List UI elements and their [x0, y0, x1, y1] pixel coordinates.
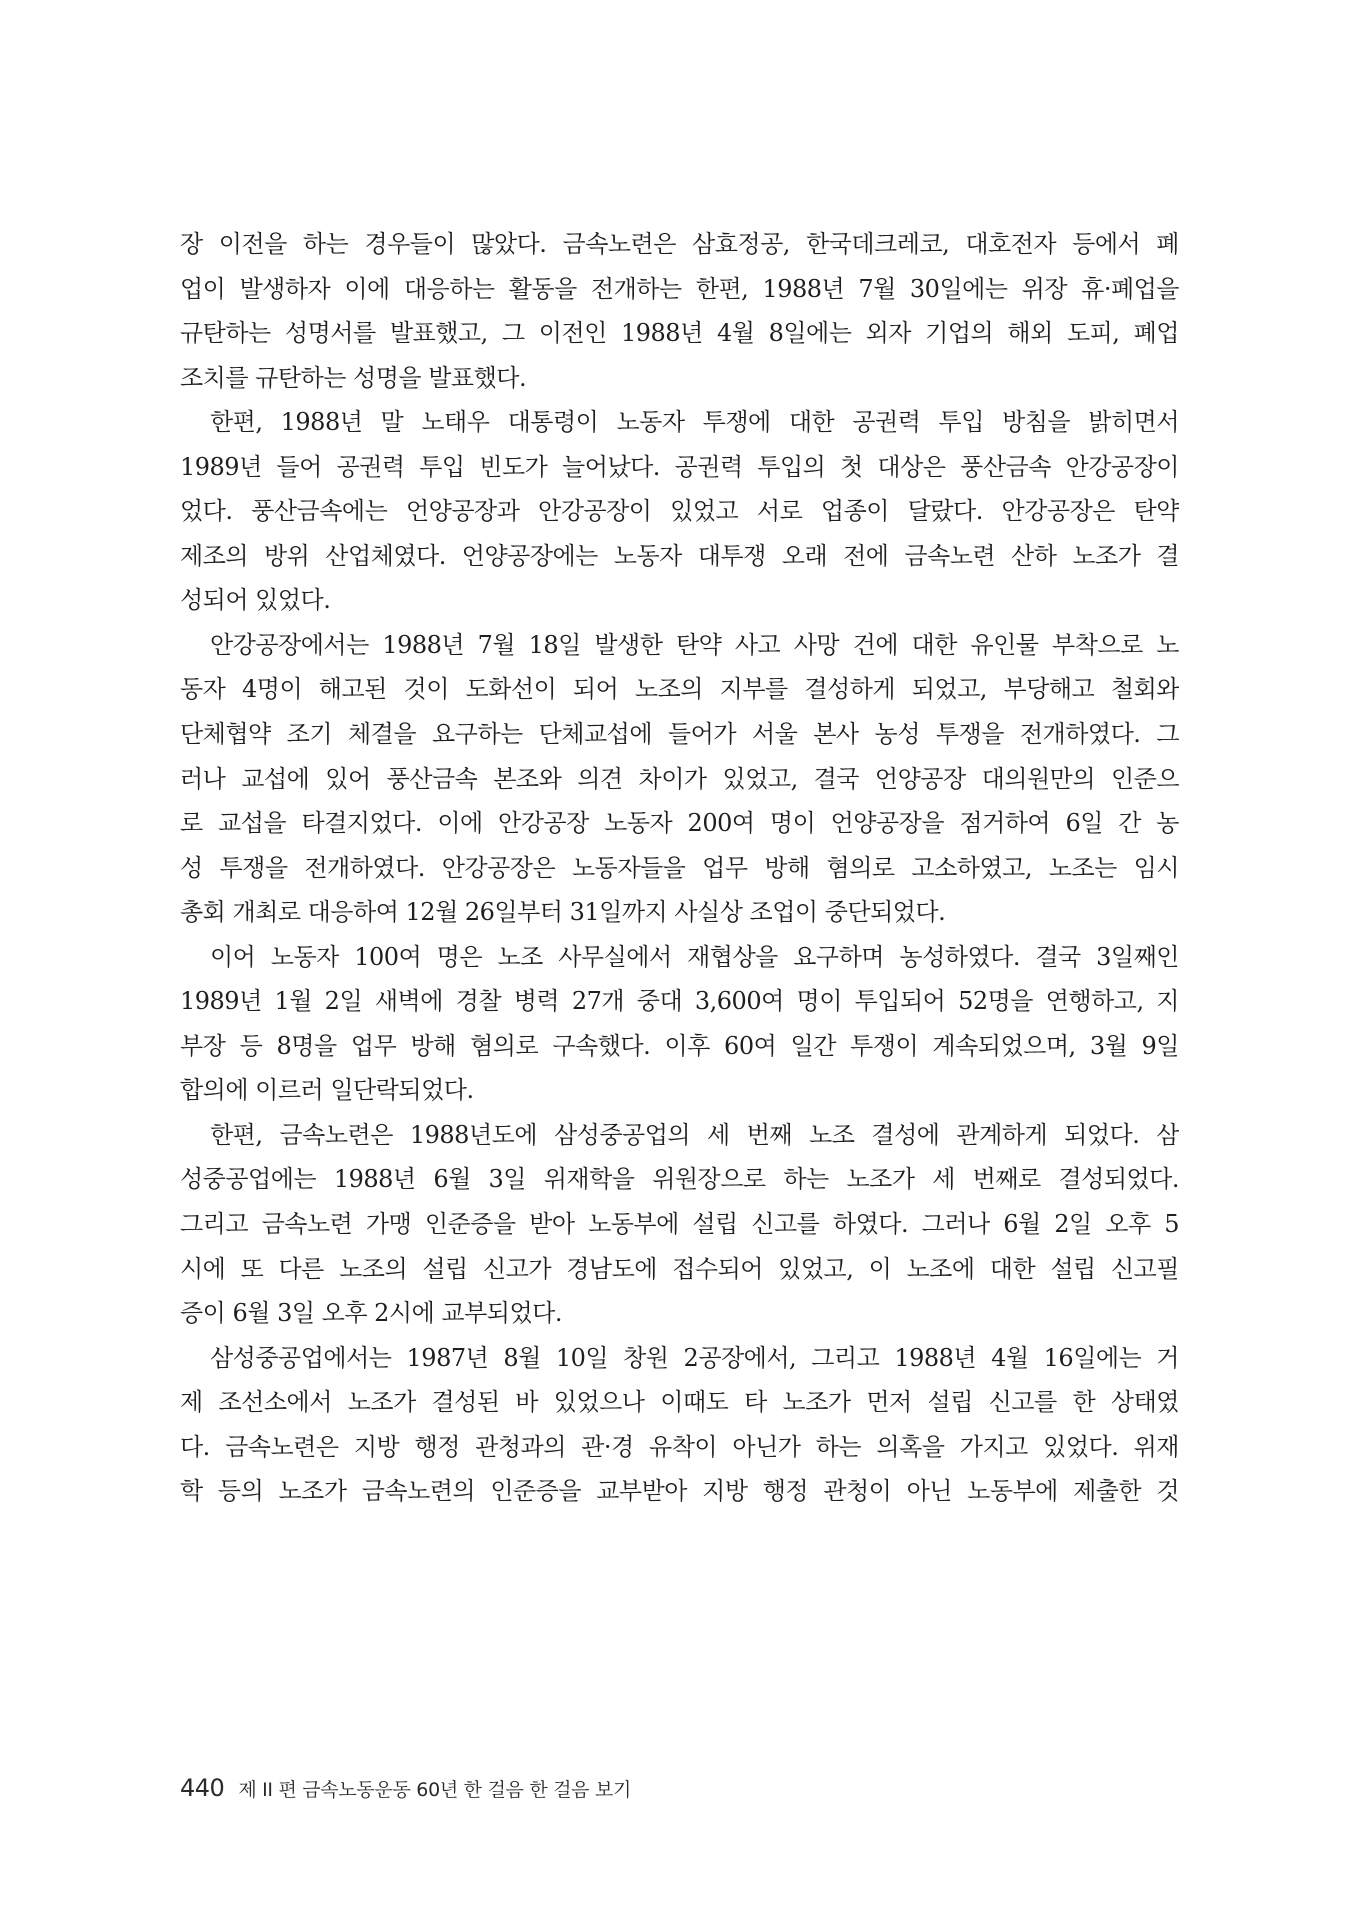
- text-line: 성 투쟁을 전개하였다. 안강공장은 노동자들을 업무 방해 혐의로 고소하였고, 노조는 임시: [180, 853, 1179, 882]
- text-line: 단체협약 조기 체결을 요구하는 단체교섭에 들어가 서울 본사 농성 투쟁을 전개하였다. 그: [180, 720, 1179, 749]
- page-number: 440: [180, 1774, 225, 1802]
- text-line: 조치를 규탄하는 성명을 발표했다.: [180, 363, 527, 392]
- text-line: 증이 6월 3일 오후 2시에 교부되었다.: [180, 1299, 562, 1328]
- text-line: 학 등의 노조가 금속노련의 인준증을 교부받아 지방 행정 관청이 아닌 노동부에 제출한 것: [180, 1477, 1179, 1506]
- text-line: 1989년 1월 2일 새벽에 경찰 병력 27개 중대 3,600여 명이 투입되어 52명을 연행하고, 지: [180, 987, 1179, 1016]
- text-line: 안강공장에서는 1988년 7월 18일 발생한 탄약 사고 사망 건에 대한 유인물 부착으로 노: [210, 630, 1179, 659]
- text-line: 다. 금속노련은 지방 행정 관청과의 관·경 유착이 아닌가 하는 의혹을 가지고 있었다. 위재: [180, 1432, 1179, 1461]
- text-line: 업이 발생하자 이에 대응하는 활동을 전개하는 한편, 1988년 7월 30일에는 위장 휴·폐업을: [180, 274, 1179, 303]
- text-line: 총회 개최로 대응하여 12월 26일부터 31일까지 사실상 조업이 중단되었다.: [180, 898, 946, 927]
- text-line: 한편, 1988년 말 노태우 대통령이 노동자 투쟁에 대한 공권력 투입 방침을 밝히면서: [210, 408, 1179, 437]
- text-line: 동자 4명이 해고된 것이 도화선이 되어 노조의 지부를 결성하게 되었고, 부당해고 철회와: [180, 675, 1179, 704]
- text-line: 이어 노동자 100여 명은 노조 사무실에서 재협상을 요구하며 농성하였다. 결국 3일째인: [210, 942, 1179, 971]
- text-line: 었다. 풍산금속에는 언양공장과 안강공장이 있었고 서로 업종이 달랐다. 안강공장은 탄약: [180, 497, 1179, 526]
- text-line: 러나 교섭에 있어 풍산금속 본조와 의견 차이가 있었고, 결국 언양공장 대의원만의 인준으: [180, 764, 1179, 793]
- text-line: 규탄하는 성명서를 발표했고, 그 이전인 1988년 4월 8일에는 외자 기업의 해외 도피, 폐업: [180, 319, 1179, 348]
- text-line: 시에 또 다른 노조의 설립 신고가 경남도에 접수되어 있었고, 이 노조에 대한 설립 신고필: [180, 1254, 1179, 1283]
- text-line: 부장 등 8명을 업무 방해 혐의로 구속했다. 이후 60여 일간 투쟁이 계속되었으며, 3월 9일: [180, 1031, 1179, 1060]
- text-line: 제 조선소에서 노조가 결성된 바 있었으나 이때도 타 노조가 먼저 설립 신고를 한 상태였: [180, 1388, 1179, 1417]
- text-line: 삼성중공업에서는 1987년 8월 10일 창원 2공장에서, 그리고 1988년 4월 16일에는 거: [210, 1343, 1179, 1372]
- text-line: 제조의 방위 산업체였다. 언양공장에는 노동자 대투쟁 오래 전에 금속노련 산하 노조가 결: [180, 541, 1179, 570]
- text-line: 성중공업에는 1988년 6월 3일 위재학을 위원장으로 하는 노조가 세 번째로 결성되었다.: [180, 1165, 1179, 1194]
- page-footer: [180, 1770, 631, 1806]
- text-line: 1989년 들어 공권력 투입 빈도가 늘어났다. 공권력 투입의 첫 대상은 풍산금속 안강공장이: [180, 452, 1179, 481]
- text-line: 로 교섭을 타결지었다. 이에 안강공장 노동자 200여 명이 언양공장을 점거하여 6일 간 농: [180, 809, 1179, 838]
- text-line: 장 이전을 하는 경우들이 많았다. 금속노련은 삼효정공, 한국데크레코, 대호전자 등에서 폐: [180, 230, 1179, 258]
- text-line: 합의에 이르러 일단락되었다.: [180, 1076, 474, 1105]
- text-line: 그리고 금속노련 가맹 인준증을 받아 노동부에 설립 신고를 하였다. 그러나 6월 2일 오후 5: [180, 1210, 1179, 1239]
- body-text: [180, 222, 1179, 1514]
- running-header: 제 II 편 금속노동운동 60년 한 걸음 한 걸음 보기: [238, 1779, 632, 1801]
- text-line: 성되어 있었다.: [180, 586, 331, 615]
- text-line: 한편, 금속노련은 1988년도에 삼성중공업의 세 번째 노조 결성에 관계하게 되었다. 삼: [210, 1120, 1179, 1149]
